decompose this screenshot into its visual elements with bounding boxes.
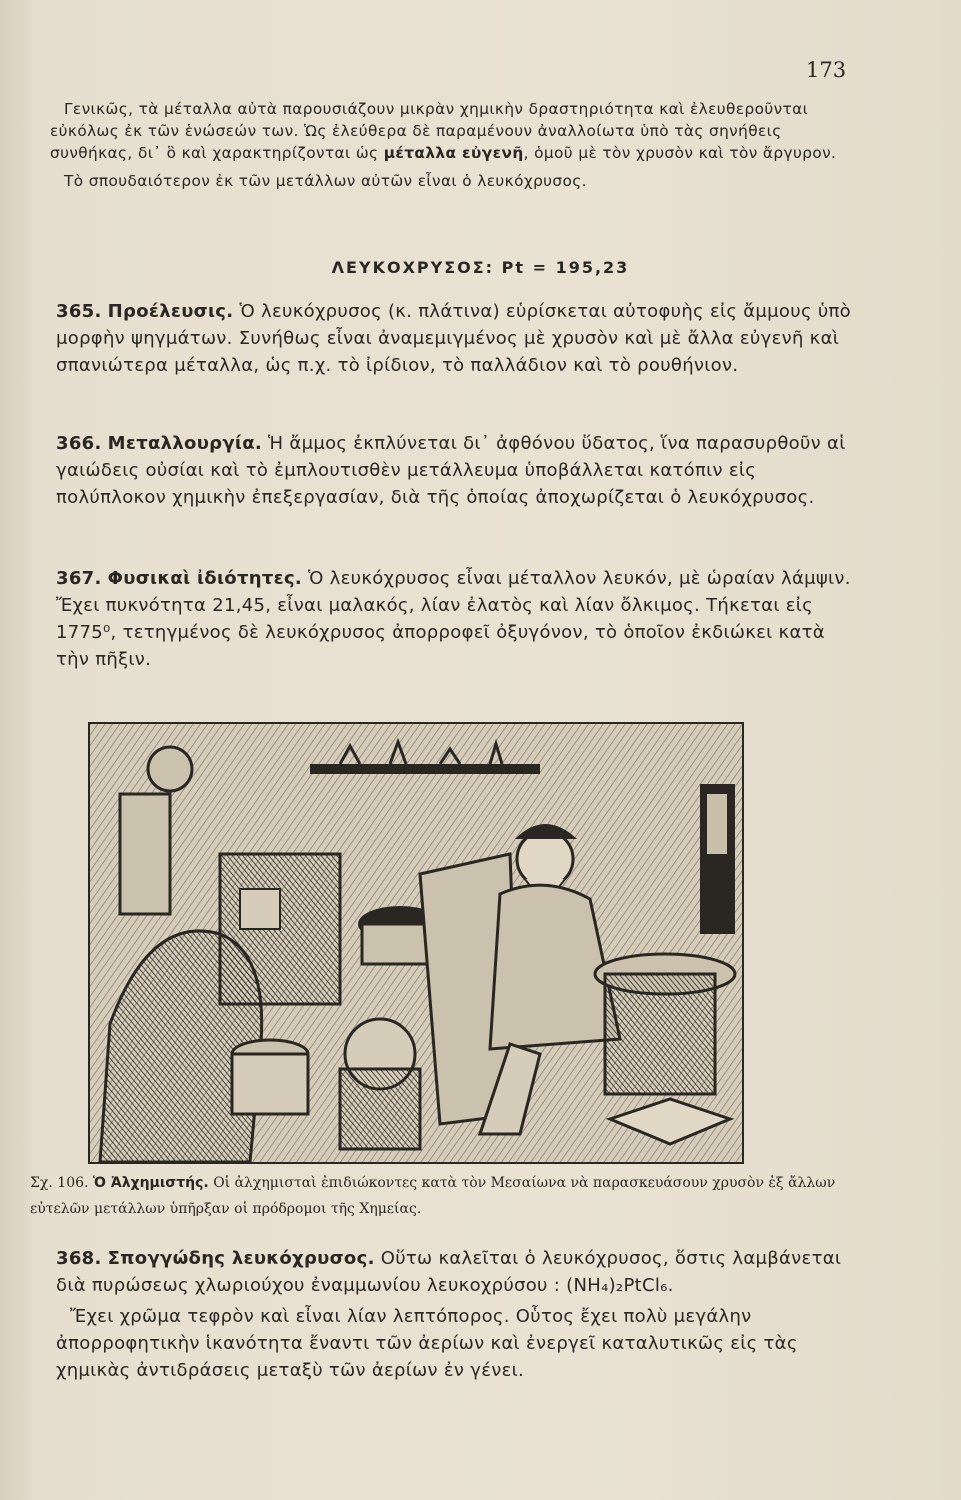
- section-367: 367. Φυσικαὶ ἰδιότητες. Ὁ λευκόχρυσος εἶναι μέταλλον λευκόν, μὲ ὡραίαν λάμψιν. Ἔχει πυκνότητα 21,45, εἶναι μαλακός, λίαν ἐλατὸς καὶ λίαν ὄλκιμος. Τήκεται εἰς 1775⁰, τετηγμένος δὲ λευκόχρυσος ἀπορροφεῖ ὀξυγόνον, τὸ ὁποῖον ἐκδιώκει κατὰ τὴν πῆξιν.: [56, 568, 851, 670]
- section-368: 368. Σπογγώδης λευκόχρυσος. Οὕτω καλεῖται ὁ λευκόχρυσος, ὅστις λαμβάνεται διὰ πυρώσεως χλωριούχου ἐναμμωνίου λευκοχρύσου : (NH₄)₂PtCl₆. Ἔχει χρῶμα τεφρὸν καὶ εἶναι λίαν λεπτόπορος. Οὗτος ἔχει πολὺ μεγάλην ἀπορροφητικὴν ἱκανότητα ἔναντι τῶν ἀερίων καὶ ἐνεργεῖ καταλυτικῶς εἰς τὰς χημικὰς ἀντιδράσεις μεταξὺ τῶν ἀερίων ἐν γένει.: [56, 1248, 842, 1381]
- bold-term: μέταλλα εὐγενῆ: [383, 144, 524, 162]
- section-365: 365. Προέλευσις. Ὁ λευκόχρυσος (κ. πλάτινα) εὑρίσκεται αὐτοφυὴς εἰς ἄμμους ὑπὸ μορφὴν ψηγμάτων. Συνήθως εἶναι ἀναμεμιγμένος μὲ χρυσὸν καὶ μὲ ἄλλα εὐγενῆ καὶ σπανιώτερα μέταλλα, ὡς π.χ. τὸ ἰρίδιον, τὸ παλλάδιον καὶ τὸ ρουθήνιον.: [56, 301, 851, 376]
- section-heading-platinum: ΛΕΥΚΟΧΡΥΣΟΣ: Pt = 195,23: [331, 258, 630, 277]
- page-number: 173: [806, 58, 847, 82]
- section-366: 366. Μεταλλουργία. Ἡ ἄμμος ἐκπλύνεται δι᾽ ἀφθόνου ὕδατος, ἵνα παρασυρθοῦν αἱ γαιώδεις οὐσίαι καὶ τὸ ἐμπλουτισθὲν μετάλλευμα ὑποβάλλεται κατόπιν εἰς πολύπλοκον χημικὴν ἐπεξεργασίαν, διὰ τῆς ὁποίας ἀποχωρίζεται ὁ λευκόχρυσος.: [56, 433, 846, 508]
- figure-caption: Σχ. 106. Ὁ Ἀλχημιστής. Οἱ ἀλχημισταὶ ἐπιδιώκοντες κατὰ τὸν Μεσαίωνα νὰ παρασκευάσουν χρυσὸν ἐξ ἄλλων εὐτελῶν μετάλλων ὑπῆρξαν οἱ πρόδρομοι τῆς Χημείας.: [30, 1175, 836, 1217]
- intro-text: [50, 98, 850, 192]
- alchemist-engraving: [90, 724, 742, 1162]
- intro-paragraph-2: Τὸ σπουδαιότερον ἐκ τῶν μετάλλων αὐτῶν εἶναι ὁ λευκόχρυσος.: [64, 172, 587, 190]
- intro-paragraph-1: Γενικῶς, τὰ μέταλλα αὐτὰ παρουσιάζουν μικρὰν χημικὴν δραστηριότητα καὶ ἐλευθεροῦνται εὐκόλως ἐκ τῶν ἑνώσεών των. Ὡς ἐλεύθερα δὲ παραμένουν ἀναλλοίωτα ὑπὸ τὰς σηνήθεις συνθήκας, δι᾽ ὃ καὶ χαρακτηρίζονται ὡς μέταλλα εὐγενῆ, ὁμοῦ μὲ τὸν χρυσὸν καὶ τὸν ἄργυρον.: [50, 100, 837, 162]
- alchemist-illustration: [88, 722, 744, 1164]
